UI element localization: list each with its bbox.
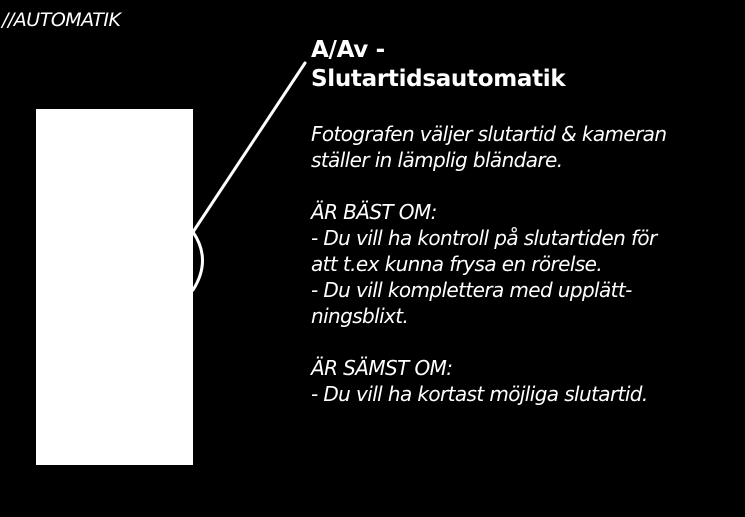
mode-heading-line2: Slutartidsautomatik xyxy=(311,66,566,92)
mode-heading xyxy=(311,36,565,94)
description-line: Fotografen väljer slutartid & kameran xyxy=(311,122,667,146)
worst-line: - Du vill ha kortast möjliga slutartid. xyxy=(311,382,648,406)
best-line: - Du vill komplettera med upplätt- xyxy=(311,278,632,302)
callout-line xyxy=(193,63,305,232)
mode-heading-line1: A/Av - xyxy=(311,37,385,63)
worst-title: ÄR SÄMST OM: xyxy=(311,356,453,380)
best-line: - Du vill ha kontroll på slutartiden för xyxy=(311,226,657,250)
best-line: ningsblixt. xyxy=(311,304,409,328)
best-line: att t.ex kunna frysa en rörelse. xyxy=(311,252,603,276)
mode-description xyxy=(311,121,731,407)
callout-dial-arc xyxy=(193,232,203,290)
best-title: ÄR BÄST OM: xyxy=(311,200,437,224)
camera-image-placeholder xyxy=(36,109,193,465)
section-label: //AUTOMATIK xyxy=(2,9,121,31)
description-line: ställer in lämplig bländare. xyxy=(311,148,563,172)
